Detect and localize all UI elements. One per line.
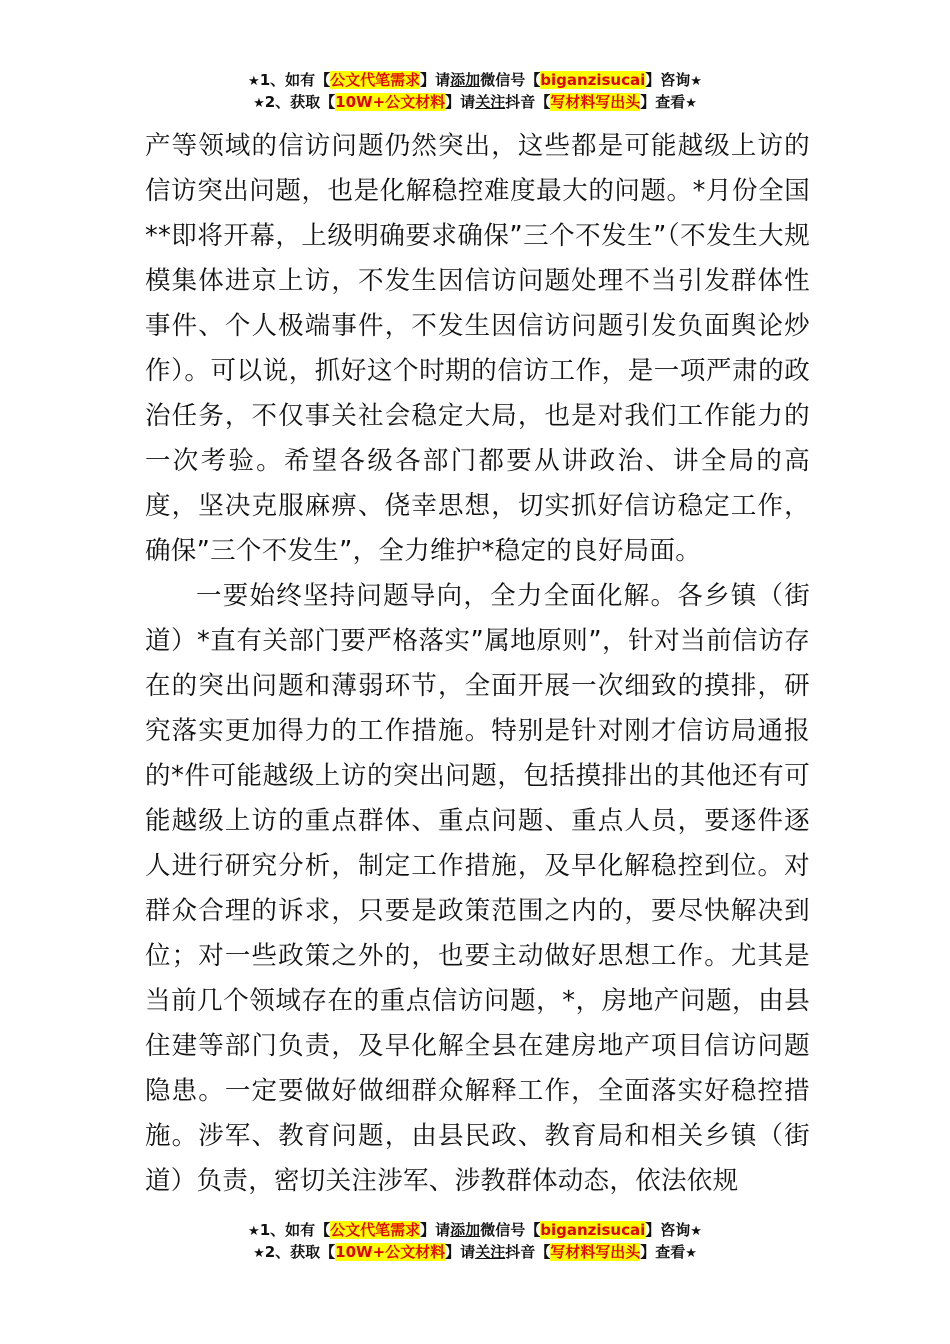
star-icon: ★ [690,1224,702,1239]
banner-text: 2、获取【 [264,93,336,111]
star-icon: ★ [690,74,702,89]
banner-text: 】请 [445,93,476,111]
star-icon: ★ [253,1246,265,1261]
paragraph-1: 产等领域的信访问题仍然突出，这些都是可能越级上访的信访突出问题，也是化解稳控难度最大的问题。*月份全国**即将开幕，上级明确要求确保”三个不发生”（不发生大规模集体进京上访，不发生因信访问题处理不当引发群体性事件、个人极端事件，不发生因信访问题引发负面舆论炒作）。可以说，抓好这个时期的信访工作，是一项严肃的政治任务，不仅事关社会稳定大局，也是对我们工作能力的一次考验。希望各级各部门都要从讲政治、讲全局的高度，坚决克服麻痹、侥幸思想，切实抓好信访稳定工作，确保”三个不发生”，全力维护*稳定的良好局面。 [145,131,810,566]
banner-line-2 [0,1242,950,1264]
banner-line-1 [0,70,950,92]
banner-text: 】咨询 [645,71,691,89]
footer-banner [0,1220,950,1264]
document-body [145,124,810,1204]
star-icon: ★ [685,96,697,111]
banner-text: 】请 [445,1243,476,1261]
banner-highlight: 公文代笔需求 [330,1221,421,1239]
banner-text: 】查看 [640,1243,686,1261]
banner-text: 2、获取【 [264,1243,336,1261]
paragraph-2: 一要始终坚持问题导向，全力全面化解。各乡镇（街道）*直有关部门要严格落实”属地原则”，针对当前信访存在的突出问题和薄弱环节，全面开展一次细致的摸排，研究落实更加得力的工作措施。特别是针对刚才信访局通报的*件可能越级上访的突出问题，包括摸排出的其他还有可能越级上访的重点群体、重点问题、重点人员，要逐件逐人进行研究分析，制定工作措施，及早化解稳控到位。对群众合理的诉求，只要是政策范围之内的，要尽快解决到位；对一些政策之外的，也要主动做好思想工作。尤其是当前几个领域存在的重点信访问题，*，房地产问题，由县住建等部门负责，及早化解全县在建房地产项目信访问题隐患。一定要做好做细群众解释工作，全面落实好稳控措施。涉军、教育问题，由县民政、教育局和相关乡镇（街道）负责，密切关注涉军、涉教群体动态，依法依规 [145,581,810,1196]
banner-highlight: 10W+公文材料 [335,93,446,111]
banner-emphasis: 添加 [450,71,481,89]
banner-text: 抖音【 [505,1243,551,1261]
banner-line-1 [0,1220,950,1242]
star-icon: ★ [253,96,265,111]
banner-text: 1、如有【 [259,71,331,89]
banner-text: 微信号【 [480,71,541,89]
banner-highlight: 10W+公文材料 [335,1243,446,1261]
banner-text: 】咨询 [645,1221,691,1239]
star-icon: ★ [248,1224,260,1239]
banner-text: 1、如有【 [259,1221,331,1239]
header-banner [0,70,950,114]
banner-highlight: 写材料写出头 [550,1243,641,1261]
banner-highlight: 写材料写出头 [550,93,641,111]
banner-emphasis: 添加 [450,1221,481,1239]
banner-text: 】查看 [640,93,686,111]
star-icon: ★ [248,74,260,89]
banner-text: 】请 [420,1221,451,1239]
banner-highlight: biganzisucai [540,1221,646,1239]
banner-emphasis: 关注 [475,93,506,111]
banner-highlight: biganzisucai [540,71,646,89]
banner-emphasis: 关注 [475,1243,506,1261]
star-icon: ★ [685,1246,697,1261]
banner-text: 抖音【 [505,93,551,111]
banner-highlight: 公文代笔需求 [330,71,421,89]
banner-text: 】请 [420,71,451,89]
banner-line-2 [0,92,950,114]
banner-text: 微信号【 [480,1221,541,1239]
